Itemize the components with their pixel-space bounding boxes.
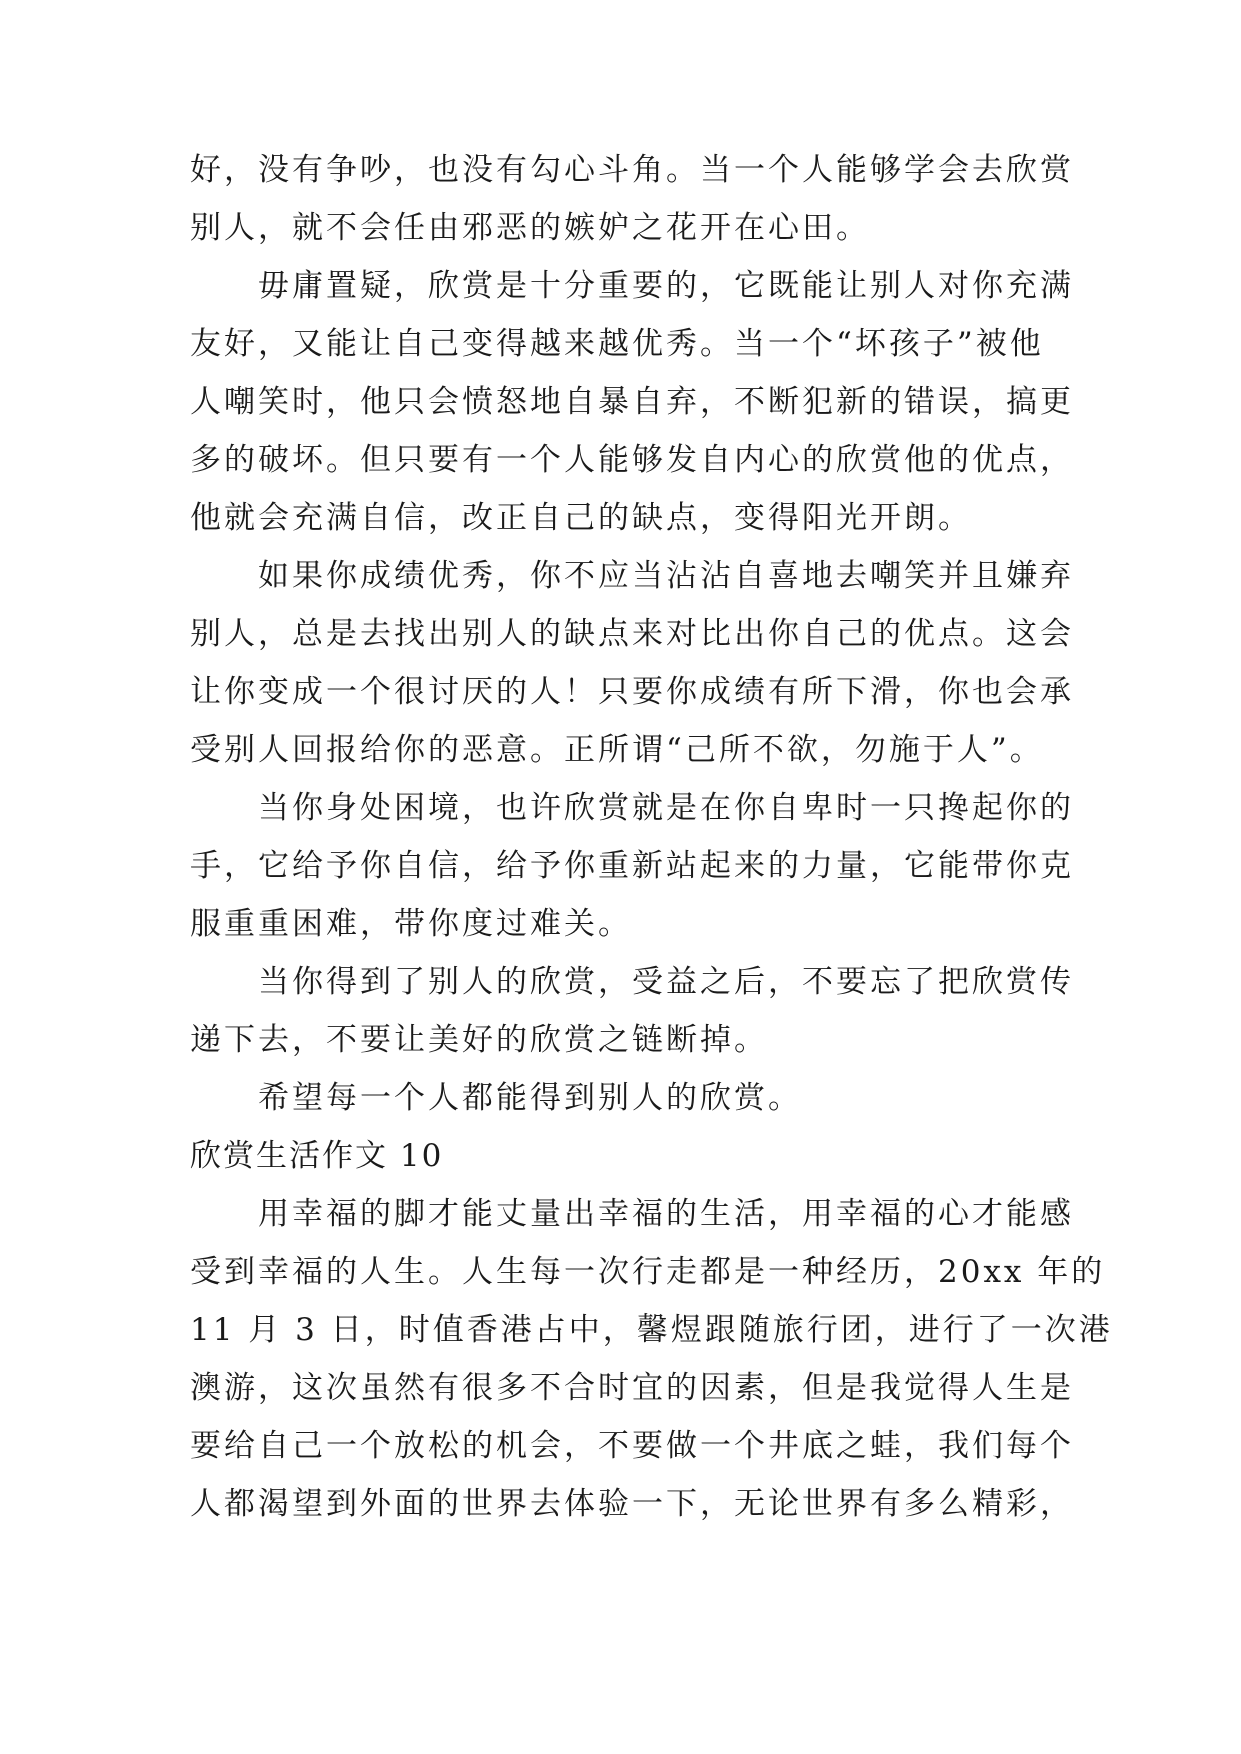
text-line: 11 月 3 日，时值香港占中，馨煜跟随旅行团，进行了一次港: [190, 1312, 1113, 1348]
paragraph-start-line: 希望每一个人都能得到别人的欣赏。: [258, 1080, 802, 1116]
text-line: 别人，总是去找出别人的缺点来对比出你自己的优点。这会: [190, 616, 1074, 652]
paragraph-start-line: 毋庸置疑，欣赏是十分重要的，它既能让别人对你充满: [258, 268, 1074, 304]
text-line: 让你变成一个很讨厌的人！只要你成绩有所下滑，你也会承: [190, 674, 1074, 710]
text-line: 多的破坏。但只要有一个人能够发自内心的欣赏他的优点，: [190, 442, 1074, 478]
text-line: 受别人回报给你的恶意。正所谓“己所不欲，勿施于人”。: [190, 732, 1044, 768]
text-line: 澳游，这次虽然有很多不合时宜的因素，但是我觉得人生是: [190, 1370, 1074, 1406]
text-line: 他就会充满自信，改正自己的缺点，变得阳光开朗。: [190, 500, 972, 536]
text-line: 要给自己一个放松的机会，不要做一个井底之蛙，我们每个: [190, 1428, 1074, 1464]
text-line: 好，没有争吵，也没有勾心斗角。当一个人能够学会去欣赏: [190, 152, 1074, 188]
paragraph-start-line: 当你得到了别人的欣赏，受益之后，不要忘了把欣赏传: [258, 964, 1074, 1000]
text-line: 人嘲笑时，他只会愤怒地自暴自弃，不断犯新的错误，搞更: [190, 384, 1074, 420]
section-heading: 欣赏生活作文 10: [190, 1138, 444, 1174]
paragraph-start-line: 用幸福的脚才能丈量出幸福的生活，用幸福的心才能感: [258, 1196, 1074, 1232]
text-line: 别人，就不会任由邪恶的嫉妒之花开在心田。: [190, 210, 870, 246]
text-line: 人都渴望到外面的世界去体验一下，无论世界有多么精彩，: [190, 1486, 1074, 1522]
paragraph-start-line: 当你身处困境，也许欣赏就是在你自卑时一只搀起你的: [258, 790, 1074, 826]
text-line: 受到幸福的人生。人生每一次行走都是一种经历，20xx 年的: [190, 1254, 1106, 1290]
paragraph-start-line: 如果你成绩优秀，你不应当沾沾自喜地去嘲笑并且嫌弃: [258, 558, 1074, 594]
text-line: 友好，又能让自己变得越来越优秀。当一个“坏孩子”被他: [190, 326, 1044, 362]
text-line: 服重重困难，带你度过难关。: [190, 906, 632, 942]
text-line: 手，它给予你自信，给予你重新站起来的力量，它能带你克: [190, 848, 1074, 884]
text-line: 递下去，不要让美好的欣赏之链断掉。: [190, 1022, 768, 1058]
